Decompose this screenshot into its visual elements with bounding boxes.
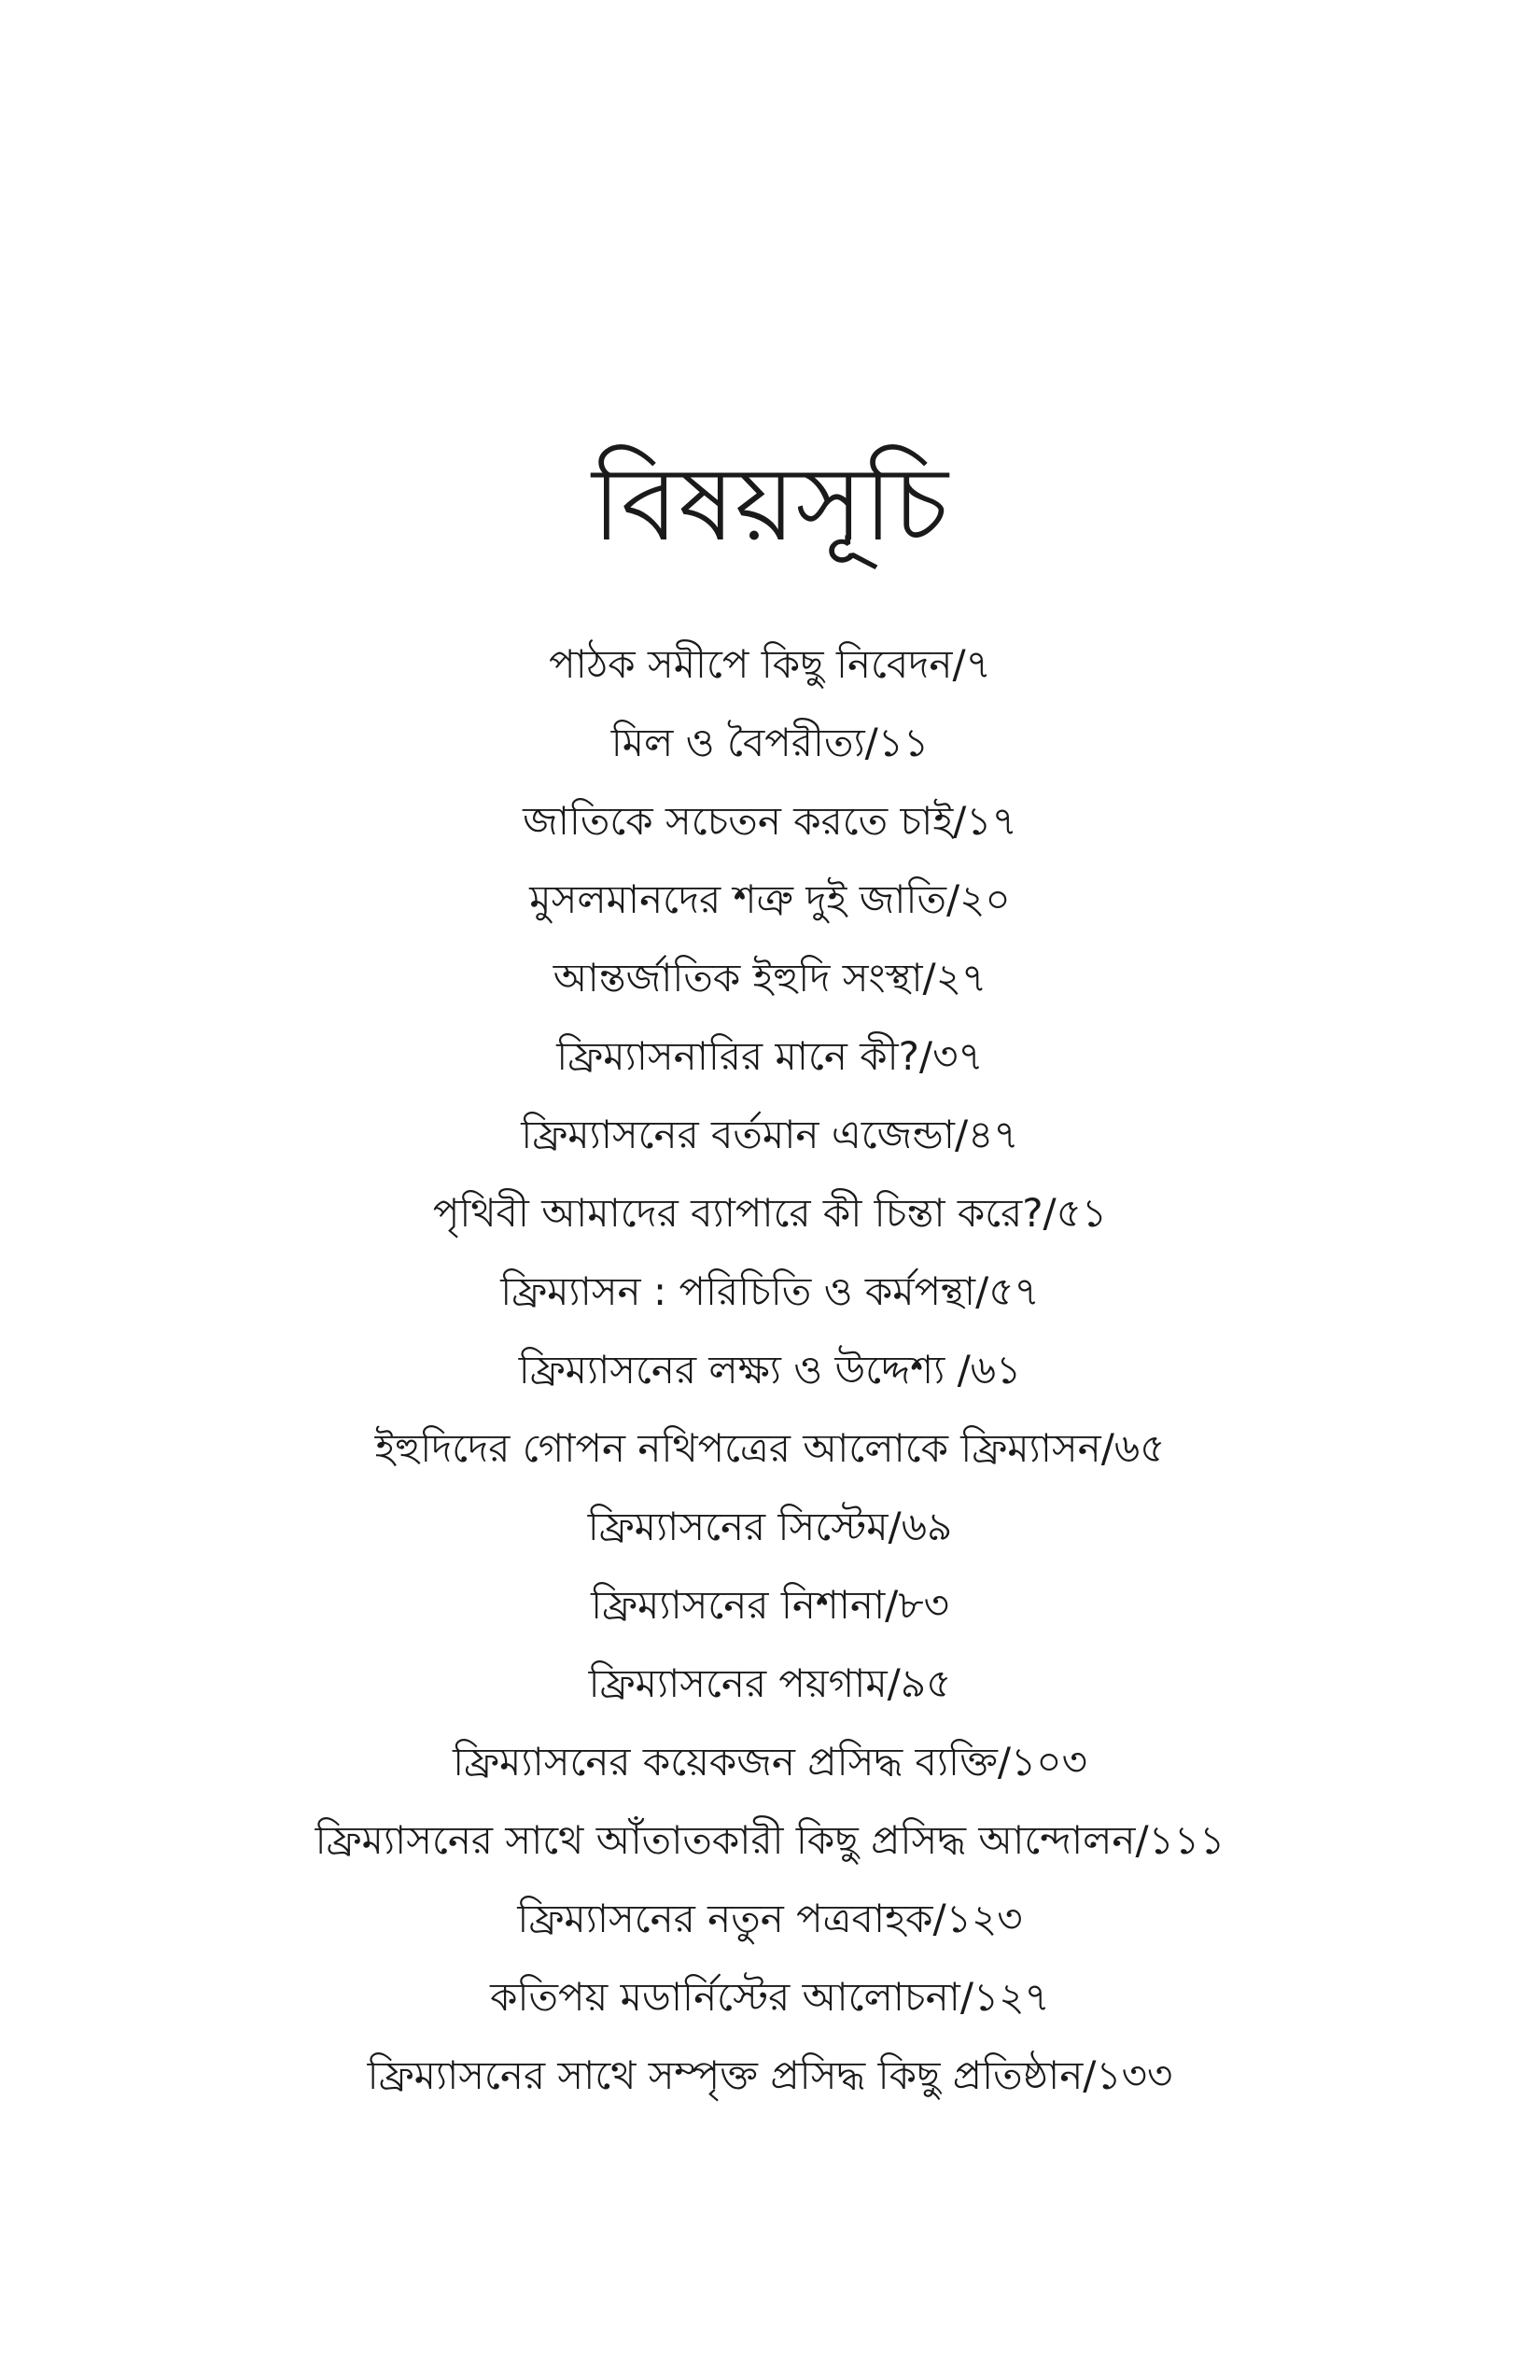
- toc-entry: কতিপয় মডার্নিস্টের আলোচনা/১২৭: [490, 1974, 1050, 2020]
- toc-entry: পৃথিবী আমাদের ব্যাপারে কী চিন্তা করে?/৫১: [432, 1190, 1108, 1236]
- toc-entry: ফ্রিম্যাসনের সাথে সম্পৃক্ত প্রসিদ্ধ কিছু প্রতিষ্ঠান/১৩৩: [367, 2052, 1173, 2098]
- toc-entry: ইহুদিদের গোপন নথিপত্রের আলোকে ফ্রিম্যাসন/৬৫: [374, 1425, 1166, 1471]
- toc-entry: ফ্রিম্যাসনের সাথে আঁতাতকারী কিছু প্রসিদ্ধ আন্দোলন/১১১: [315, 1817, 1225, 1863]
- toc-entry: ফ্রিম্যাসনের লক্ষ্য ও উদ্দেশ্য /৬১: [518, 1347, 1022, 1393]
- table-of-contents: [0, 625, 1540, 2115]
- toc-entry: ফ্রিম্যাসনের সিস্টেম/৬৯: [587, 1504, 953, 1549]
- toc-entry: ফ্রিম্যাসনের নিশানা/৮৩: [591, 1582, 949, 1628]
- toc-entry: মিল ও বৈপরীত্য/১১: [610, 720, 930, 765]
- toc-entry: ফ্রিম্যাসনারির মানে কী?/৩৭: [556, 1033, 984, 1079]
- toc-entry: জাতিকে সচেতন করতে চাই/১৭: [523, 798, 1017, 844]
- toc-entry: পাঠক সমীপে কিছু নিবেদন/৭: [549, 641, 991, 687]
- toc-entry: মুসলমানদের শত্রু দুই জাতি/২০: [529, 876, 1011, 922]
- toc-entry: ফ্রিম্যাসন : পরিচিতি ও কর্মপন্থা/৫৭: [500, 1268, 1040, 1314]
- toc-entry: আন্তর্জাতিক ইহুদি সংস্থা/২৭: [553, 955, 987, 1001]
- toc-entry: ফ্রিম্যাসনের বর্তমান এজেন্ডা/৪৭: [521, 1112, 1019, 1157]
- toc-entry: ফ্রিম্যাসনের নতুন পত্রবাহক/১২৩: [517, 1896, 1023, 1941]
- toc-entry: ফ্রিম্যাসনের কয়েকজন প্রসিদ্ধ ব্যক্তি/১০৩: [453, 1739, 1087, 1785]
- page-title: বিষয়সূচি: [592, 444, 948, 564]
- toc-entry: ফ্রিম্যাসনের পয়গাম/৯৫: [588, 1660, 952, 1706]
